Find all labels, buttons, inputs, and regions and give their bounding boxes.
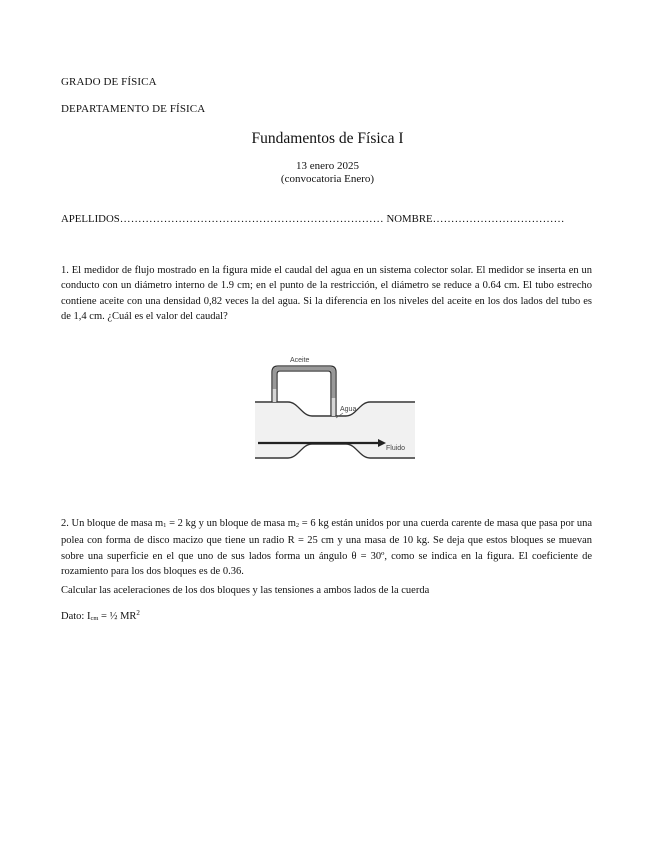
surname-label: APELLIDOS <box>61 213 120 225</box>
department-heading: DEPARTAMENTO DE FÍSICA <box>61 103 206 115</box>
name-blank: ……………………………… <box>432 213 565 225</box>
venturi-diagram <box>250 340 420 475</box>
exam-date: 13 enero 2025 <box>296 160 359 172</box>
oil-label: Aceite <box>290 357 310 364</box>
student-fields <box>61 213 565 225</box>
degree-heading: GRADO DE FÍSICA <box>61 76 157 88</box>
problem-2-statement: 2. Un bloque de masa $m_1 = 2$ kg y un bloque de masa $m_2 = 6$ kg están unidos por una cuerda carente de masa que pasa por una polea con forma de disco macizo que tiene un radio R = 25 cm y una masa de 10 kg. Se deja que estos bloques se muevan sobre una superficie en el que uno de sus lados forma un ángulo θ = 30º, como se indica en la figura. El coeficiente de rozamiento para los dos bloques es de 0.36. <box>61 518 593 577</box>
problem-1-statement: 1. El medidor de flujo mostrado en la figura mide el caudal del agua en un sistema colector solar. El medidor se inserta en un conducto con un diámetro interno de 1.9 cm; en el punto de la restricción, el diámetro se reduce a 0.64 cm. El tubo estrecho contiene aceite con una densidad 0,82 veces la del agua. Si la diferencia en los niveles del aceite en los dos lados del tubo es de 1,4 cm. ¿Cuál es el valor del caudal? <box>61 265 592 322</box>
flow-label: Fluido <box>386 445 406 452</box>
problem-2-task: Calcular las aceleraciones de los dos bloques y las tensiones a ambos lados de la cuerda <box>61 585 430 596</box>
exam-session: (convocatoria Enero) <box>280 173 375 185</box>
name-label: NOMBRE <box>386 213 433 225</box>
flow-meter-figure <box>250 340 420 478</box>
exam-title: Fundamentos de Física I <box>251 130 404 147</box>
water-label: Agua <box>340 406 357 413</box>
problem-2-datum: Dato: $I_{cm}$ = ½ $MR^2$ <box>61 609 140 622</box>
surname-blank: ……………………………………………………………… <box>119 213 384 225</box>
